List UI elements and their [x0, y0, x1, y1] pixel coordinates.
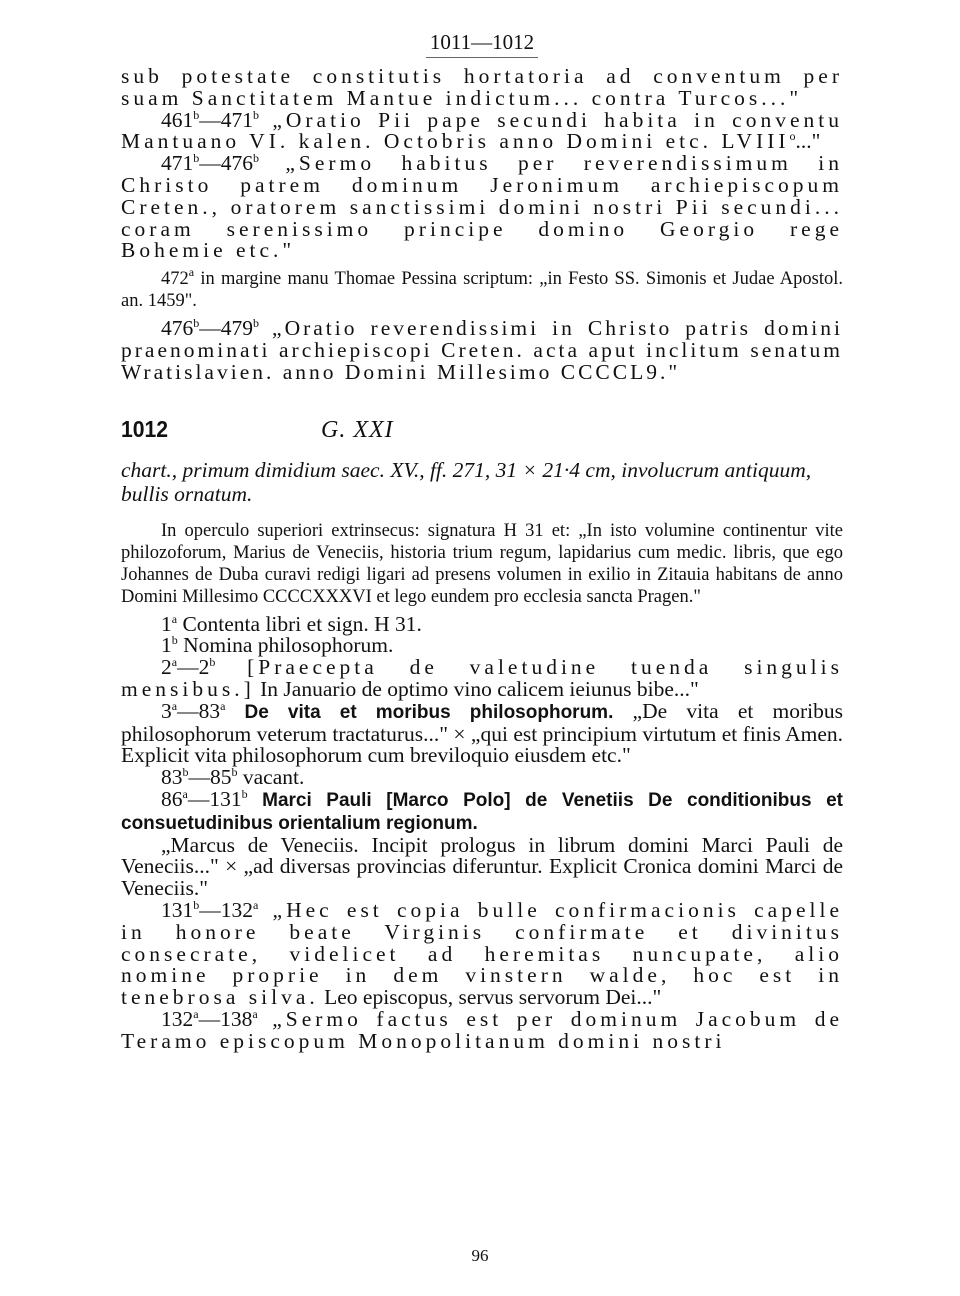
- entry-number: 1012: [121, 415, 169, 442]
- content-text: In Januario de optimo vino calicem ieiunus bibe...": [254, 676, 699, 701]
- paragraph-text: in margine manu Thomae Pessina scriptum: „in Festo SS. Simonis et Judae Apostol. an. 1459".: [121, 269, 843, 312]
- paragraph-text: „Sermo habitus per reverendissimum in Christo patrem dominum Jeronimum archiepiscopum Creten., oratorem sanctissimi domini nostri Pii secundi... coram serenissimo principe domino Georgio rege Bohemie etc.": [121, 151, 843, 263]
- folio-ref: 471: [161, 151, 194, 176]
- folio-ref: 3: [161, 698, 172, 723]
- sup: b: [231, 765, 238, 780]
- page-range: 1011—1012: [426, 30, 538, 58]
- document-page: [121, 30, 843, 1053]
- folio-ref: —131: [187, 786, 242, 811]
- sup: a: [171, 698, 178, 713]
- entry-description: chart., primum dimidium saec. XV., ff. 271, 31 × 21·4 cm, involucrum antiquum, bullis ornatum.: [121, 457, 812, 506]
- sup: o: [789, 129, 796, 144]
- folio-ref: 461: [161, 107, 194, 132]
- content-item: [121, 767, 843, 789]
- sup: b: [241, 786, 248, 801]
- sup: a: [220, 698, 226, 713]
- content-item: [121, 698, 844, 768]
- paragraph-continuation: sub potestate constitutis hortatoria ad conventum per suam Sanctitatem Mantue indictum... contra Turcos...": [121, 64, 843, 110]
- entry-signature: G. XXI: [321, 416, 394, 443]
- content-incipit: „Marcus de Veneciis. Incipit prologus in librum domini Marci Pauli de Veneciis..." × „ad diversas provincias diferuntur. Explicit Cronica domini Marci de Veneciis.": [121, 832, 843, 901]
- content-item: [121, 657, 843, 701]
- folio-ref: 86: [161, 786, 183, 811]
- paragraph-text: „Oratio reverendissimi in Christo patris domini praenominati archiepiscopi Creten. acta aput inclitum senatum Wratislavien. anno Domini Millesimo CCCCL9.": [121, 316, 843, 384]
- content-item: [121, 786, 843, 835]
- sup: b: [193, 897, 200, 912]
- folio-ref: 1: [161, 633, 172, 658]
- content-text: „De vita et moribus philosophorum veterum tractaturus..." × „qui est principium virtutum et finis Amen. Explicit vita philosophorum cum breviloquio eiusdem etc.": [121, 698, 844, 768]
- content-item: [121, 1006, 843, 1053]
- folio-ref: —476: [199, 151, 253, 176]
- sup: b: [253, 316, 259, 331]
- content-text: vacant.: [237, 765, 305, 790]
- content-text: [Praecepta de valetudine tuenda singulis mensibus.]: [121, 655, 843, 701]
- folio-ref: —132: [199, 897, 253, 922]
- content-title: De vita et moribus philosophorum.: [225, 701, 614, 723]
- content-text: „Hec est copia bulle confirmacionis capelle in honore beate Virginis confirmate et divinitus consecrate, videlicet ad heremitas nuncupate, alio nomine proprie in dem vinstern walde, hoc est in tenebrosa silva.: [121, 897, 843, 1010]
- sup: b: [253, 107, 259, 122]
- content-item: [121, 635, 843, 657]
- sup: b: [193, 107, 200, 122]
- sup: a: [182, 786, 188, 801]
- sup: a: [253, 897, 259, 912]
- content-title: Marci Pauli [Marco Polo] de Venetiis De conditionibus et consuetudinibus orientalium regionum.: [121, 789, 843, 834]
- content-text: Nomina philosophorum.: [177, 633, 394, 658]
- paragraph-oratio: [121, 107, 843, 154]
- folio-ref: 132: [161, 1006, 194, 1031]
- entry-heading: [121, 416, 843, 444]
- folio-ref: —85: [188, 765, 232, 790]
- folio-ref: 1: [161, 611, 172, 636]
- sup: a: [171, 655, 178, 670]
- paragraph-text: „Oratio Pii pape secundi habita in conventu Mantuano VI. kalen. Octobris anno Domini etc. LVIII: [121, 107, 843, 154]
- folio-ref: —83: [177, 698, 221, 723]
- folio-ref: 476: [161, 316, 194, 341]
- content-item: [121, 611, 843, 636]
- sup: a: [252, 1006, 258, 1021]
- content-text: „Sermo factus est per dominum Jacobum de Teramo episcopum Monopolitanum domini nostri: [121, 1006, 843, 1053]
- sup: a: [171, 611, 178, 626]
- sup: b: [193, 316, 200, 331]
- sup: b: [193, 151, 200, 166]
- folio-ref: 2: [161, 655, 172, 680]
- sup: a: [193, 1006, 199, 1021]
- running-head: [121, 30, 843, 58]
- paragraph-oratio-2: [121, 318, 843, 383]
- cover-note: In operculo superiori extrinsecus: signatura H 31 et: „In isto volumine continentur vite philozoforum, Marius de Veneciis, historia trium regum, lapidarius cum medic. libris, que ego Johannes de Duba curavi redigi ligari ad presens volumen in exilio in Zitauia habitans de anno Domini Millesimo CCCCXXXVI et lego eundem pro ecclesia sancta Pragen.": [121, 520, 843, 607]
- folio-ref: 131: [161, 897, 194, 922]
- sup: a: [188, 265, 195, 280]
- paragraph-text: ...": [795, 129, 821, 154]
- paragraph-margin-note: [121, 265, 843, 312]
- content-text: Leo episcopus, servus servorum Dei...": [318, 985, 662, 1010]
- folio-ref: —479: [199, 316, 253, 341]
- content-text: Contenta libri et sign. H 31.: [177, 611, 422, 636]
- paragraph-sermo: [121, 153, 843, 262]
- folio-ref: —2: [177, 655, 210, 680]
- page-number: 96: [471, 1246, 489, 1265]
- folio-ref: 472: [161, 269, 189, 290]
- sup: b: [171, 633, 178, 648]
- folio-ref: —138: [198, 1006, 253, 1031]
- content-item: [121, 897, 843, 1010]
- sup: b: [209, 655, 216, 670]
- sup: b: [182, 765, 189, 780]
- folio-ref: —471: [199, 107, 253, 132]
- folio-ref: 83: [161, 765, 183, 790]
- sup: b: [253, 151, 259, 166]
